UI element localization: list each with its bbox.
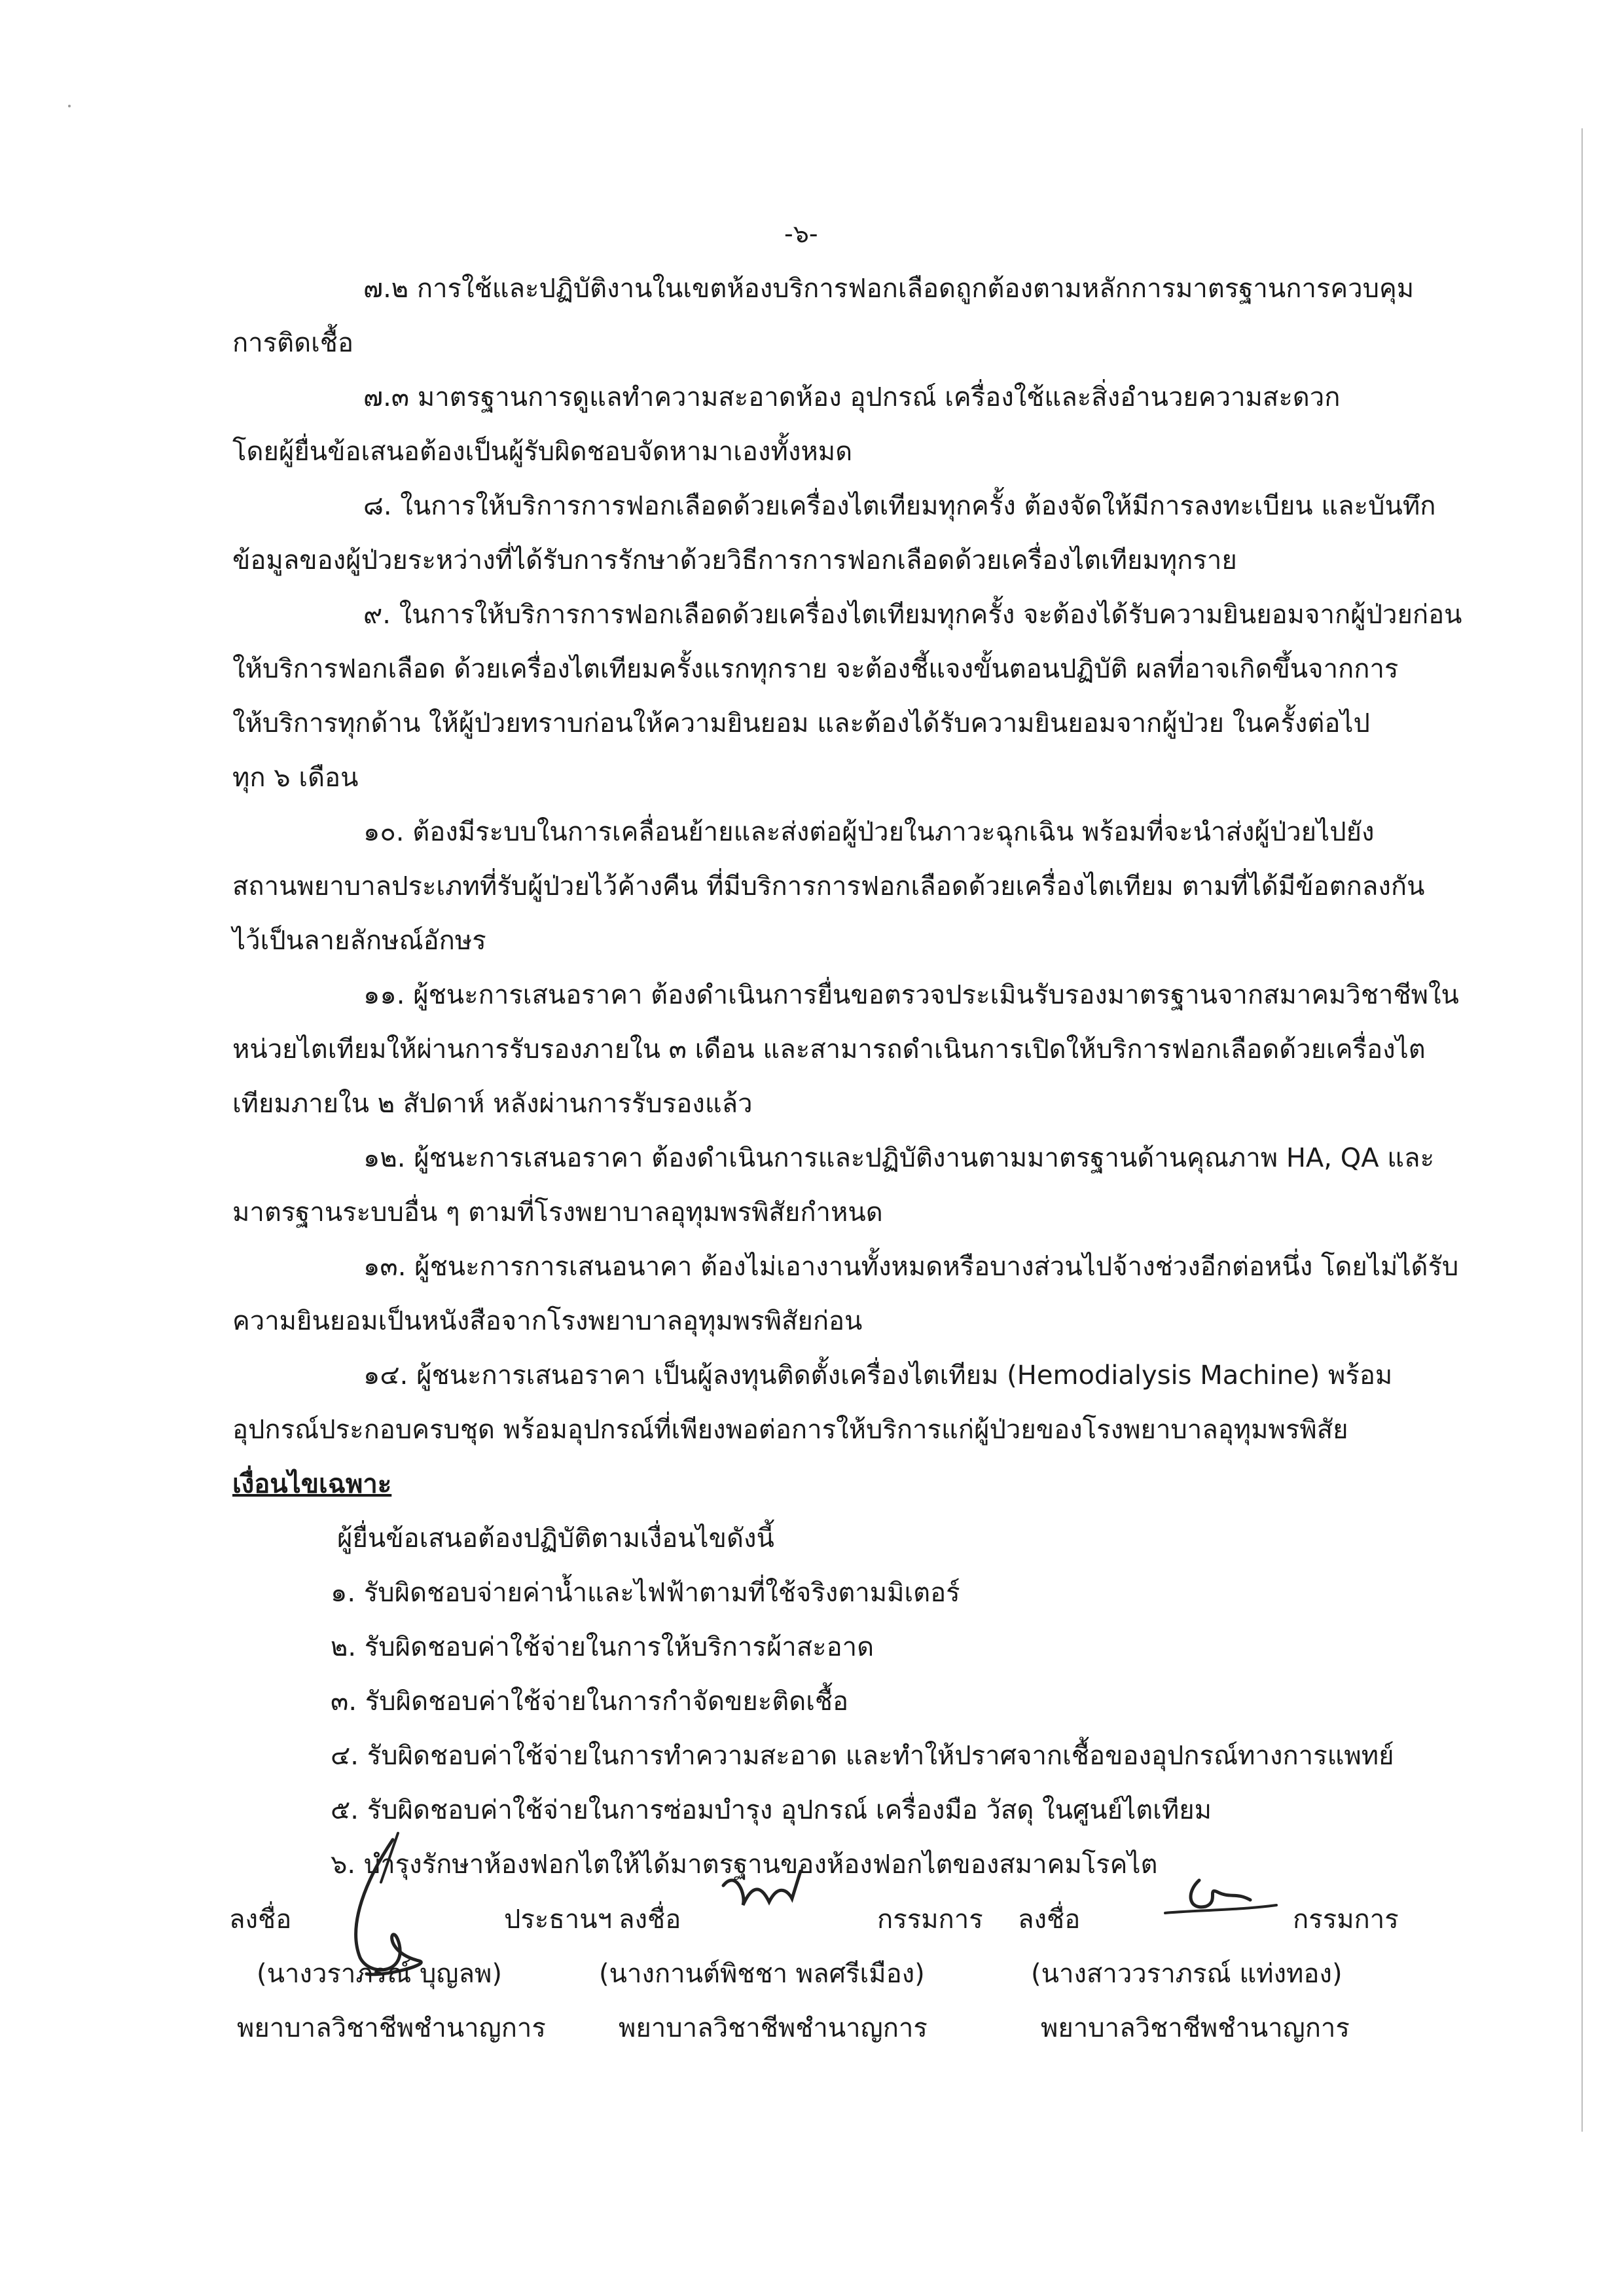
signer-1-position: พยาบาลวิชาชีพชำนาญการ: [237, 2013, 546, 2043]
scan-speck: [68, 105, 71, 107]
condition-item: ๑. รับผิดชอบจ่ายค่าน้ำและไฟฟ้าตามที่ใช้จริงตามมิเตอร์: [331, 1578, 960, 1608]
scan-edge-line: [1581, 128, 1583, 2132]
paragraph-9-line-1: ๙. ในการให้บริการการฟอกเลือดด้วยเครื่องไตเทียมทุกครั้ง จะต้องได้รับความยินยอมจากผู้ป่วยก่อน: [363, 600, 1462, 630]
signer-3-position: พยาบาลวิชาชีพชำนาญการ: [1041, 2013, 1350, 2043]
sign-label-1: ลงชื่อ: [229, 1904, 292, 1935]
condition-item: ๔. รับผิดชอบค่าใช้จ่ายในการทำความสะอาด และทำให้ปราศจากเชื้อของอุปกรณ์ทางการแพทย์: [331, 1741, 1394, 1771]
paragraph-10-line-2: สถานพยาบาลประเภทที่รับผู้ป่วยไว้ค้างคืน ที่มีบริการการฟอกเลือดด้วยเครื่องไตเทียม ตามที่ได้มีข้อตกลงกัน: [232, 871, 1425, 902]
special-conditions-intro: ผู้ยื่นข้อเสนอต้องปฏิบัติตามเงื่อนไขดังนี้: [337, 1523, 774, 1554]
paragraph-9-line-4: ทุก ๖ เดือน: [232, 763, 359, 793]
paragraph-8-line-2: ข้อมูลของผู้ป่วยระหว่างที่ได้รับการรักษาด้วยวิธีการการฟอกเลือดด้วยเครื่องไตเทียมทุกราย: [232, 545, 1237, 575]
paragraph-7-3-line-2: โดยผู้ยื่นข้อเสนอต้องเป็นผู้รับผิดชอบจัดหามาเองทั้งหมด: [232, 437, 853, 467]
condition-item: ๓. รับผิดชอบค่าใช้จ่ายในการกำจัดขยะติดเชื้อ: [331, 1686, 849, 1717]
signer-3-name: (นางสาววราภรณ์ แท่งทอง): [1031, 1959, 1343, 1989]
signature-3-scribble: [1159, 1872, 1283, 1925]
special-conditions-heading: เงื่อนไขเฉพาะ: [232, 1469, 392, 1499]
paragraph-14-line-2: อุปกรณ์ประกอบครบชุด พร้อมอุปกรณ์ที่เพียงพอต่อการให้บริการแก่ผู้ป่วยของโรงพยาบาลอุทุมพรพิสัย: [232, 1415, 1348, 1445]
page-number: -๖-: [784, 219, 818, 248]
paragraph-10-line-3: ไว้เป็นลายลักษณ์อักษร: [232, 926, 486, 956]
signer-2-name: (นางกานต์พิชชา พลศรีเมือง): [599, 1959, 925, 1989]
paragraph-10-line-1: ๑๐. ต้องมีระบบในการเคลื่อนย้ายและส่งต่อผู้ป่วยในภาวะฉุกเฉิน พร้อมที่จะนำส่งผู้ป่วยไปยัง: [363, 817, 1375, 847]
paragraph-11-line-2: หน่วยไตเทียมให้ผ่านการรับรองภายใน ๓ เดือน และสามารถดำเนินการเปิดให้บริการฟอกเลือดด้วยเครื่องไต: [232, 1034, 1426, 1065]
signer-2-role: กรรมการ: [877, 1904, 983, 1935]
paragraph-7-2-line-2: การติดเชื้อ: [232, 328, 353, 358]
paragraph-11-line-3: เทียมภายใน ๒ สัปดาห์ หลังผ่านการรับรองแล้ว: [232, 1089, 753, 1119]
paragraph-14-line-1: ๑๔. ผู้ชนะการเสนอราคา เป็นผู้ลงทุนติดตั้งเครื่องไตเทียม (Hemodialysis Machine) พร้อม: [363, 1360, 1393, 1391]
signer-1-name: (นางวราภรณ์ บุญลพ): [257, 1959, 502, 1989]
signature-2-scribble: [717, 1866, 815, 1925]
sign-label-3: ลงชื่อ: [1018, 1904, 1081, 1935]
signer-1-role: ประธานฯ: [504, 1904, 613, 1935]
paragraph-9-line-2: ให้บริการฟอกเลือด ด้วยเครื่องไตเทียมครั้งแรกทุกราย จะต้องชี้แจงขั้นตอนปฏิบัติ ผลที่อาจเกิดขึ้นจากการ: [232, 654, 1399, 684]
paragraph-11-line-1: ๑๑. ผู้ชนะการเสนอราคา ต้องดำเนินการยื่นขอตรวจประเมินรับรองมาตรฐานจากสมาคมวิชาชีพใน: [363, 980, 1459, 1010]
signer-3-role: กรรมการ: [1293, 1904, 1399, 1935]
paragraph-9-line-3: ให้บริการทุกด้าน ให้ผู้ป่วยทราบก่อนให้ความยินยอม และต้องได้รับความยินยอมจากผู้ป่วย ในครั้งต่อไป: [232, 708, 1370, 738]
sign-label-2: ลงชื่อ: [619, 1904, 681, 1935]
paragraph-7-3-line-1: ๗.๓ มาตรฐานการดูแลทำความสะอาดห้อง อุปกรณ์ เครื่องใช้และสิ่งอำนวยความสะดวก: [363, 382, 1341, 412]
signer-2-position: พยาบาลวิชาชีพชำนาญการ: [619, 2013, 928, 2043]
paragraph-12-line-1: ๑๒. ผู้ชนะการเสนอราคา ต้องดำเนินการและปฏิบัติงานตามมาตรฐานด้านคุณภาพ HA, QA และ: [363, 1143, 1435, 1173]
paragraph-8-line-1: ๘. ในการให้บริการการฟอกเลือดด้วยเครื่องไตเทียมทุกครั้ง ต้องจัดให้มีการลงทะเบียน และบันทึก: [363, 491, 1436, 521]
paragraph-13-line-1: ๑๓. ผู้ชนะการการเสนอนาคา ต้องไม่เอางานทั้งหมดหรือบางส่วนไปจ้างช่วงอีกต่อหนึ่ง โดยไม่ได้รับ: [363, 1252, 1459, 1282]
paragraph-12-line-2: มาตรฐานระบบอื่น ๆ ตามที่โรงพยาบาลอุทุมพรพิสัยกำหนด: [232, 1197, 883, 1228]
paragraph-13-line-2: ความยินยอมเป็นหนังสือจากโรงพยาบาลอุทุมพรพิสัยก่อน: [232, 1306, 863, 1336]
condition-item: ๕. รับผิดชอบค่าใช้จ่ายในการซ่อมบำรุง อุปกรณ์ เครื่องมือ วัสดุ ในศูนย์ไตเทียม: [331, 1795, 1212, 1825]
condition-item: ๒. รับผิดชอบค่าใช้จ่ายในการให้บริการผ้าสะอาด: [331, 1632, 875, 1662]
paragraph-7-2-line-1: ๗.๒ การใช้และปฏิบัติงานในเขตห้องบริการฟอกเลือดถูกต้องตามหลักการมาตรฐานการควบคุม: [363, 274, 1415, 304]
condition-item: ๖. บำรุงรักษาห้องฟอกไตให้ได้มาตรฐานของห้องฟอกไตของสมาคมโรคไต: [331, 1850, 1158, 1880]
